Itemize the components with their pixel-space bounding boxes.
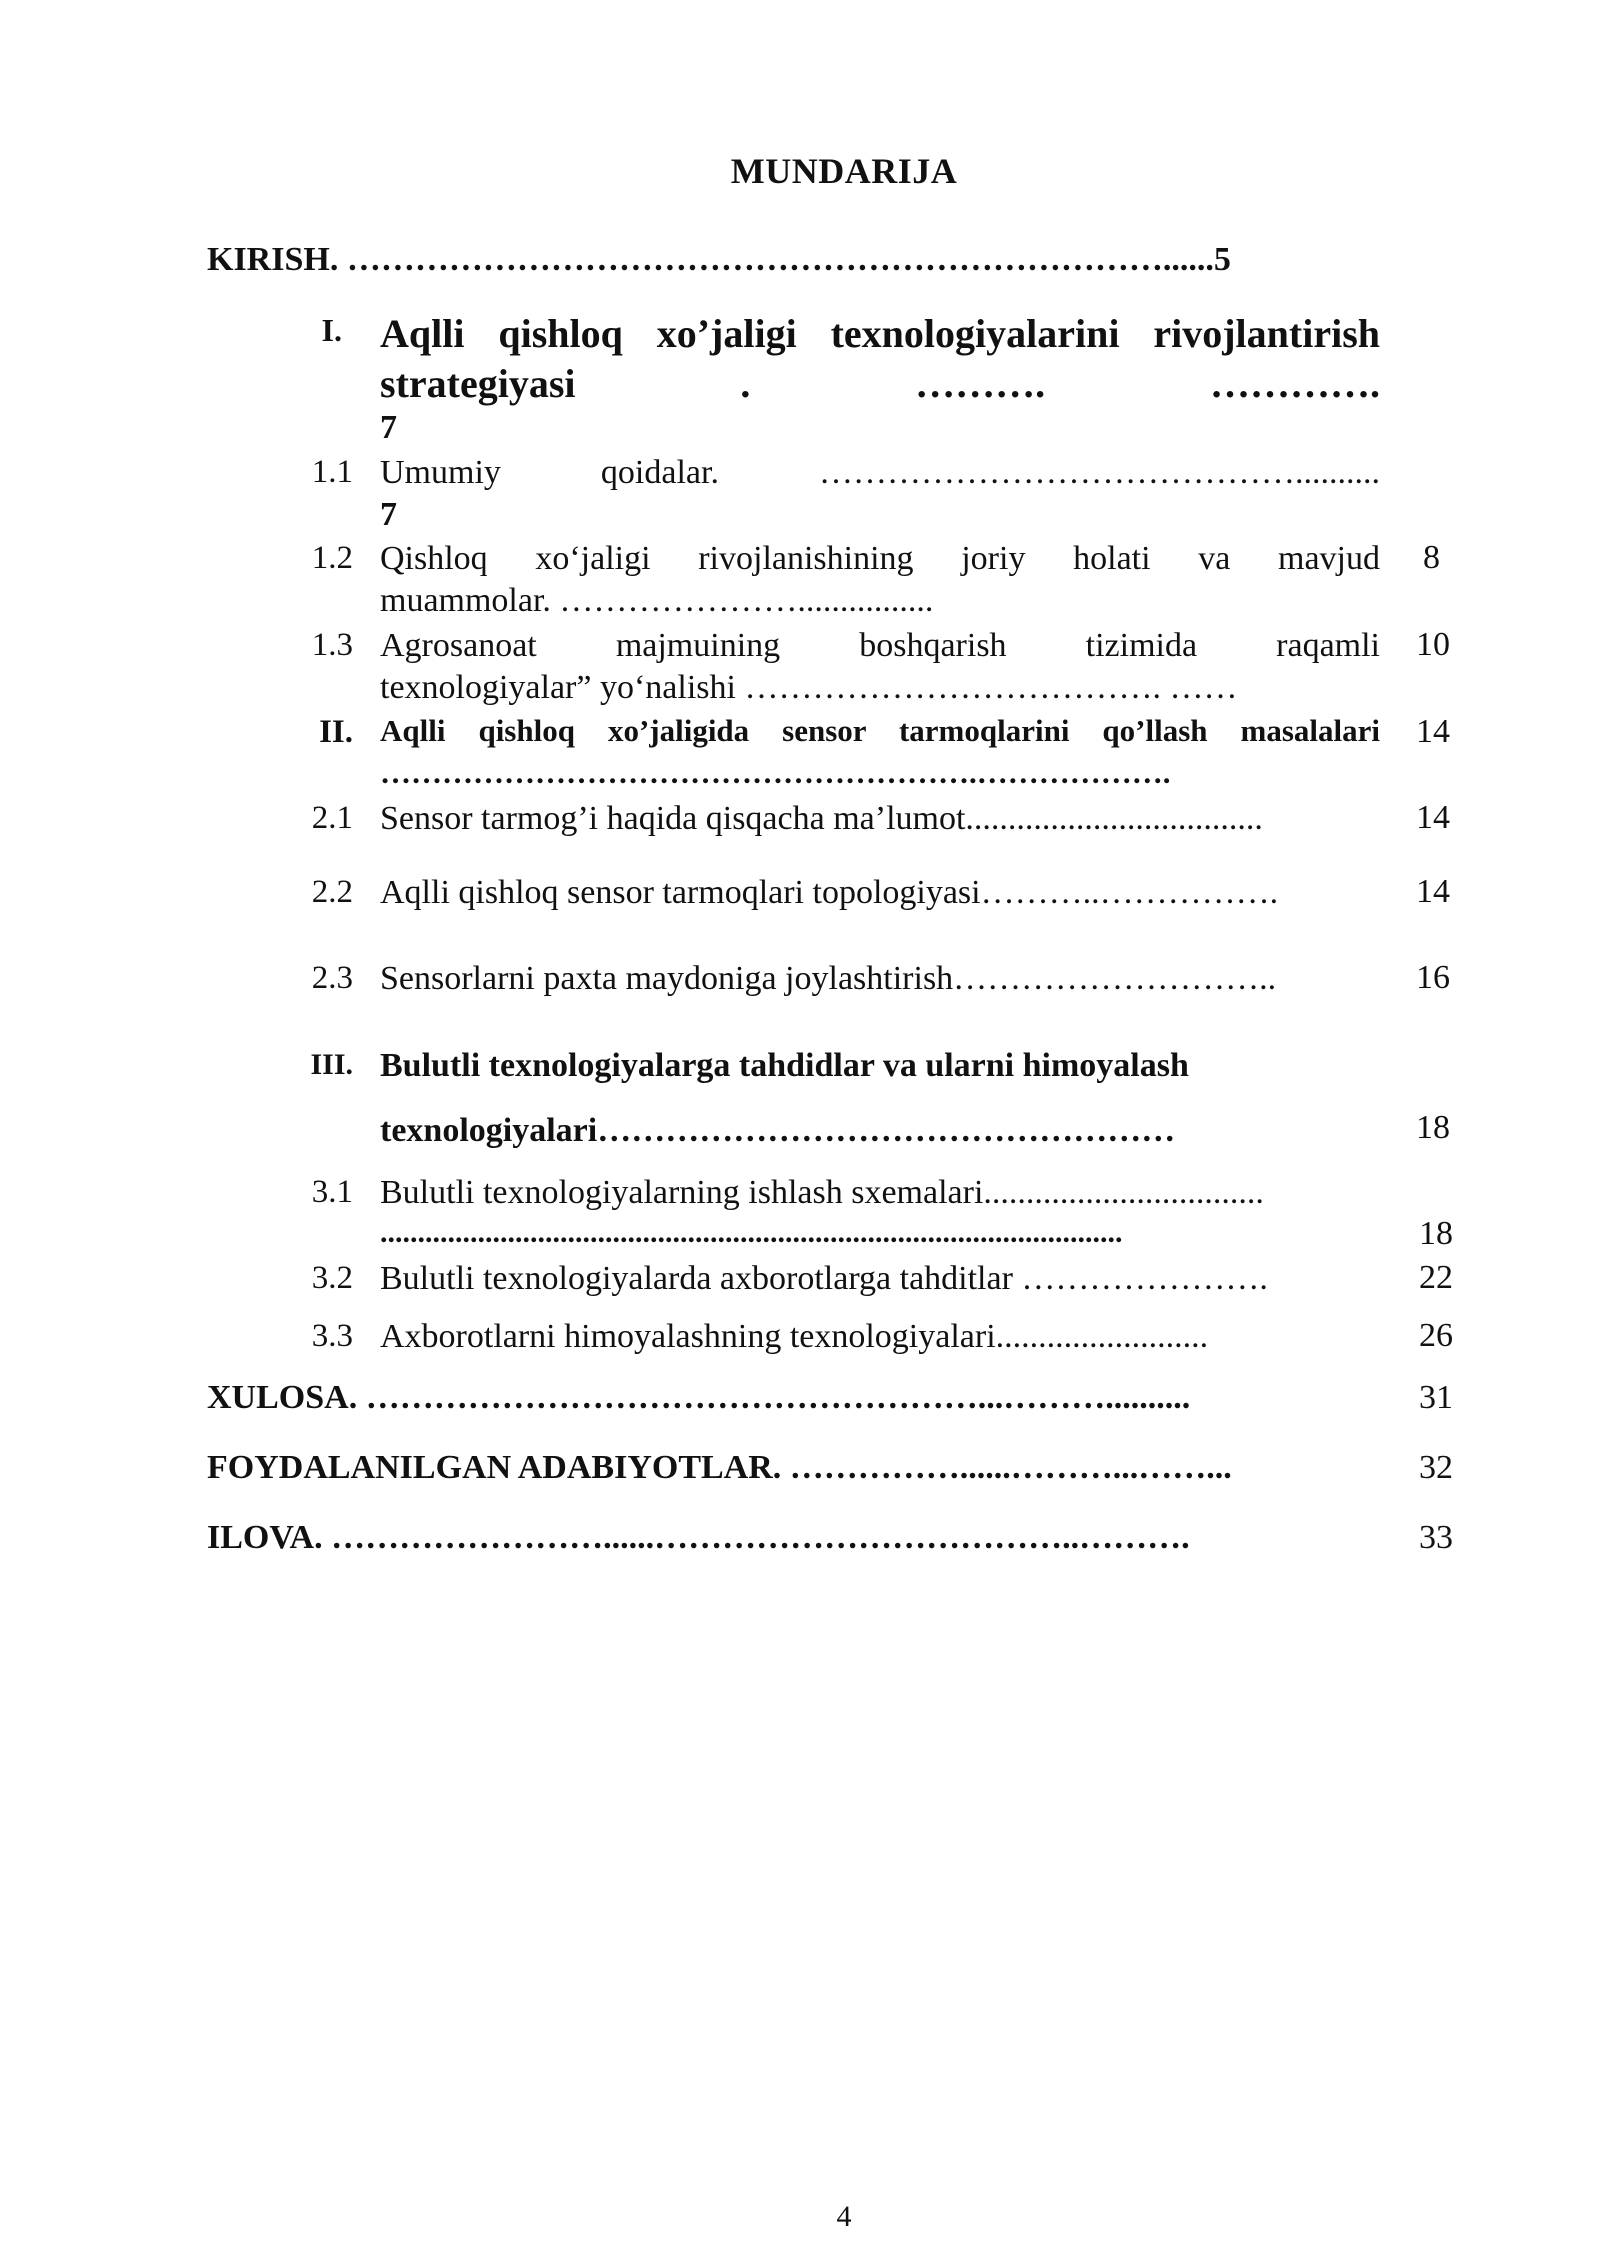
toc-chapter-title-line1: Bulutli texnologiyalarga tahdidlar va ularni himoyalash bbox=[380, 1047, 1189, 1084]
toc-section-number: 3.2 bbox=[311, 1260, 353, 1296]
toc-chapter-title-line2: texnologiyalari…………………………………………… bbox=[380, 1112, 1176, 1149]
toc-section-number: 1.2 bbox=[311, 540, 353, 576]
toc-entry-kirish bbox=[207, 240, 1231, 280]
toc-chapter-title-line2: strategiyasi . ………. …………. bbox=[380, 361, 1380, 406]
toc-entry-references bbox=[207, 1448, 1232, 1488]
toc-section-number: 2.1 bbox=[311, 800, 353, 836]
toc-section-title-line1: Agrosanoat majmuining boshqarish tizimida raqamli bbox=[380, 627, 1380, 664]
toc-section-number: 1.1 bbox=[311, 454, 353, 490]
toc-entry-text: FOYDALANILGAN ADABIYOTLAR. ……………......………...……... bbox=[207, 1449, 1232, 1486]
toc-entry-page: 14 bbox=[1416, 713, 1450, 750]
toc-section-title-line1: Bulutli texnologiyalarning ishlash sxemalari................................. bbox=[380, 1174, 1264, 1211]
toc-entry-text: ILOVA. ……………………......………………………………..………. bbox=[207, 1519, 1190, 1556]
toc-entry-appendix bbox=[207, 1518, 1190, 1558]
toc-section-title: Umumiy qoidalar. …………………………………….......... bbox=[380, 454, 1380, 491]
toc-section-title: Sensor tarmog’i haqida qisqacha ma’lumot................................... bbox=[380, 800, 1263, 837]
page-number: 4 bbox=[836, 2200, 852, 2233]
toc-chapter-number: I. bbox=[321, 312, 342, 348]
toc-entry-page: 8 bbox=[1423, 539, 1440, 576]
toc-entry-page: 22 bbox=[1419, 1259, 1453, 1296]
toc-entry-page: 32 bbox=[1419, 1449, 1453, 1486]
toc-section-number: 3.3 bbox=[311, 1318, 353, 1354]
toc-entry-page: 31 bbox=[1419, 1379, 1453, 1416]
toc-chapter-number: II. bbox=[319, 714, 353, 750]
toc-section-title: Bulutli texnologiyalarda axborotlarga tahditlar …………………. bbox=[380, 1260, 1268, 1297]
toc-entry-page: 18 bbox=[1416, 1109, 1450, 1146]
toc-section-number: 1.3 bbox=[311, 627, 353, 663]
toc-entry-page: 14 bbox=[1416, 799, 1450, 836]
toc-chapter-number: III. bbox=[310, 1048, 353, 1081]
toc-entry-xulosa bbox=[207, 1378, 1190, 1418]
toc-chapter-title-line1: Aqlli qishloq xo’jaligi texnologiyalarini rivojlantirish bbox=[380, 311, 1380, 356]
page-title: MUNDARIJA bbox=[730, 151, 958, 191]
toc-entry-page: 18 bbox=[1419, 1215, 1453, 1252]
toc-entry-page: 7 bbox=[380, 409, 397, 446]
toc-entry-page: 16 bbox=[1416, 959, 1450, 996]
toc-section-title-line2: ................................................................................................... bbox=[380, 1216, 1123, 1249]
toc-section-number: 3.1 bbox=[311, 1174, 353, 1210]
toc-section-title: Aqlli qishloq sensor tarmoqlari topologiyasi………..……………. bbox=[380, 874, 1279, 911]
toc-entry-page: 5 bbox=[1213, 241, 1231, 278]
toc-entry-text: XULOSA. ………………………………………………...……….......... bbox=[207, 1379, 1191, 1416]
toc-section-number: 2.2 bbox=[311, 874, 353, 910]
toc-section-number: 2.3 bbox=[311, 960, 353, 996]
toc-section-title-line2: texnologiyalar” yo‘nalishi ………………………………. …… bbox=[380, 669, 1238, 706]
toc-section-title-line1: Qishloq xo‘jaligi rivojlanishining joriy holati va mavjud bbox=[380, 540, 1380, 577]
toc-section-title: Axborotlarni himoyalashning texnologiyalari......................... bbox=[380, 1318, 1209, 1355]
toc-chapter-title-line2: ………………………………………………….………………. bbox=[380, 755, 1171, 790]
toc-entry-page: 33 bbox=[1419, 1519, 1453, 1556]
toc-chapter-title-line1: Aqlli qishloq xo’jaligida sensor tarmoqlarini qo’llash masalalari bbox=[380, 713, 1380, 748]
toc-section-title: Sensorlarni paxta maydoniga joylashtirish……………………….. bbox=[380, 960, 1277, 997]
toc-entry-page: 10 bbox=[1416, 626, 1450, 663]
toc-entry-text: KIRISH. ………………………………………………………………...... bbox=[207, 241, 1214, 278]
toc-entry-page: 14 bbox=[1416, 873, 1450, 910]
toc-entry-page: 7 bbox=[380, 496, 397, 533]
toc-section-title-line2: muammolar. …………………................ bbox=[380, 582, 934, 619]
toc-entry-page: 26 bbox=[1419, 1317, 1453, 1354]
